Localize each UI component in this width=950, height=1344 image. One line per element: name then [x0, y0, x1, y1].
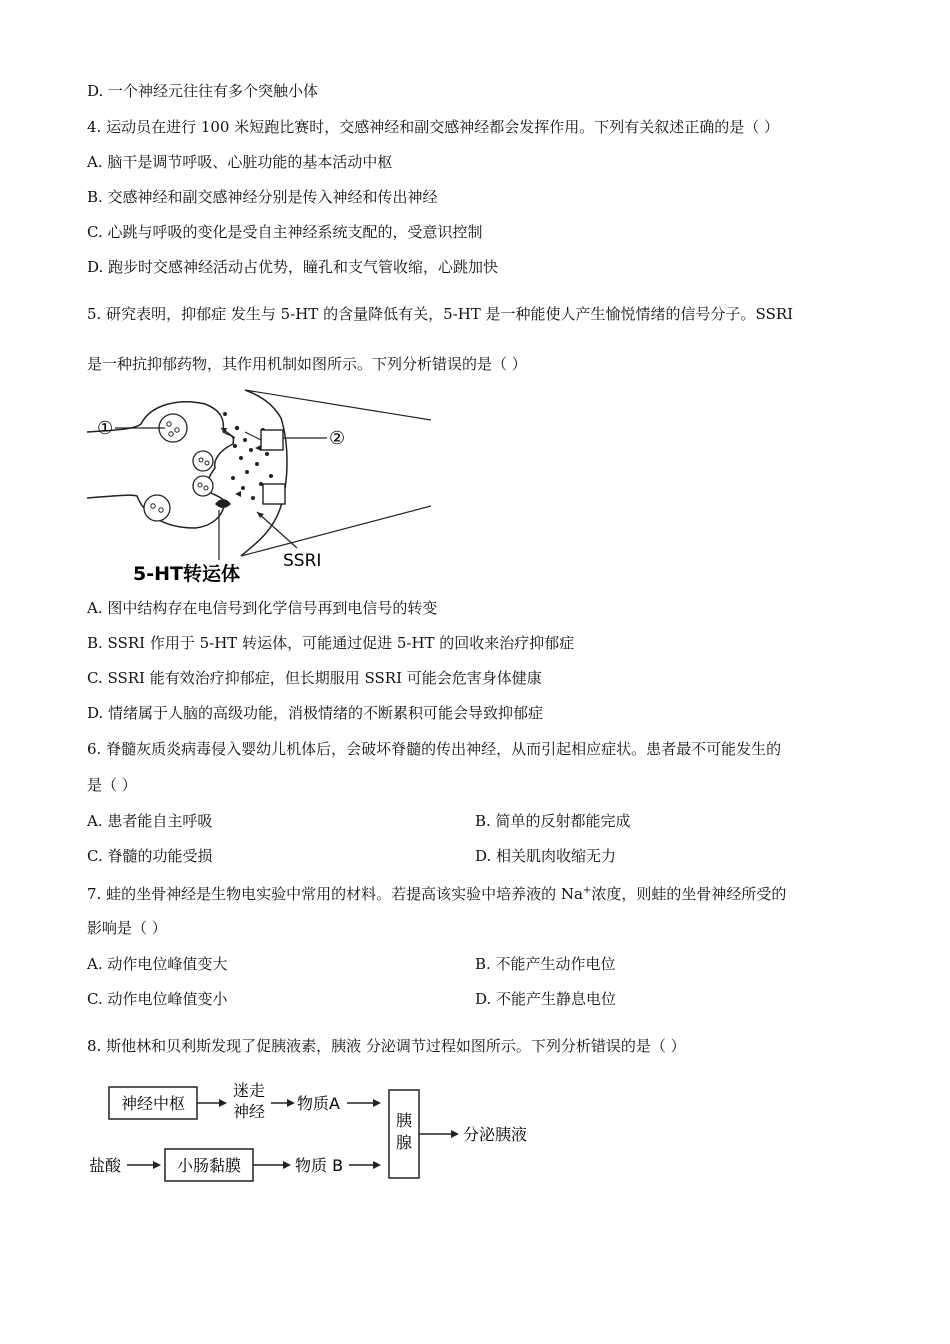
q6-option-b: B. 简单的反射都能完成 — [475, 812, 631, 830]
q7-stem-part1: 7. 蛙的坐骨神经是生物电实验中常用的材料。若提高该实验中培养液的 Na — [87, 885, 583, 903]
q7-stem-part2: 浓度，则蛙的坐骨神经所受的 — [591, 885, 787, 903]
q4-stem: 4. 运动员在进行 100 米短跑比赛时，交感神经和副交感神经都会发挥作用。下列有关叙述正确的是（ ） — [87, 118, 780, 136]
nerve-center-label: 神经中枢 — [120, 1094, 186, 1113]
q7-stem-line2: 影响是（ ） — [87, 919, 167, 937]
q7-stem-line1 — [87, 881, 786, 904]
q8-stem: 8. 斯他林和贝利斯发现了促胰液素，胰液 分泌调节过程如图所示。下列分析错误的是（ ） — [87, 1037, 686, 1055]
q4-option-d: D. 跑步时交感神经活动占优势，瞳孔和支气管收缩，心跳加快 — [87, 258, 499, 276]
q6-stem-line2: 是（ ） — [87, 776, 137, 794]
q5-stem-line1: 5. 研究表明，抑郁症 发生与 5-HT 的含量降低有关，5-HT 是一种能使人产生愉悦情绪的信号分子。SSRI — [87, 305, 794, 323]
q5-option-c: C. SSRI 能有效治疗抑郁症，但长期服用 SSRI 可能会危害身体健康 — [87, 669, 542, 687]
secrete-label: 分泌胰液 — [463, 1125, 528, 1144]
q7-option-d: D. 不能产生静息电位 — [475, 990, 617, 1008]
q5-option-b: B. SSRI 作用于 5-HT 转运体，可能通过促进 5-HT 的回收来治疗抑郁症 — [87, 634, 575, 652]
pancreas-label-2: 腺 — [395, 1133, 413, 1152]
q6-option-d: D. 相关肌肉收缩无力 — [475, 847, 617, 865]
sodium-charge: + — [582, 885, 592, 896]
q5-stem-line2: 是一种抗抑郁药物，其作用机制如图所示。下列分析错误的是（ ） — [87, 355, 527, 373]
substance-a-label: 物质A — [297, 1094, 340, 1113]
q4-option-c: C. 心跳与呼吸的变化是受自主神经系统支配的，受意识控制 — [87, 223, 483, 241]
pancreas-flow-diagram — [85, 1078, 535, 1188]
acid-label: 盐酸 — [89, 1156, 122, 1175]
ssri-label: SSRI — [283, 551, 322, 571]
receptor — [261, 430, 283, 450]
vesicle — [193, 476, 213, 496]
vagus-label-1: 迷走 — [232, 1081, 266, 1100]
q7-option-b: B. 不能产生动作电位 — [475, 955, 616, 973]
pancreas-label-1: 胰 — [395, 1111, 413, 1130]
mucosa-label: 小肠黏膜 — [176, 1156, 242, 1175]
receptor — [263, 484, 285, 504]
transporter-label: 5-HT转运体 — [133, 563, 240, 584]
synapse-diagram — [85, 384, 435, 584]
q4-option-b: B. 交感神经和副交感神经分别是传入神经和传出神经 — [87, 188, 438, 206]
q7-option-c: C. 动作电位峰值变小 — [87, 990, 228, 1008]
label-2: ② — [329, 428, 346, 449]
q6-option-c: C. 脊髓的功能受损 — [87, 847, 213, 865]
q5-option-a: A. 图中结构存在电信号到化学信号再到电信号的转变 — [87, 599, 438, 617]
q3-option-d: D. 一个神经元往往有多个突触小体 — [87, 82, 319, 100]
q5-option-d: D. 情绪属于人脑的高级功能，消极情绪的不断累积可能会导致抑郁症 — [87, 704, 544, 722]
q6-option-a: A. 患者能自主呼吸 — [87, 812, 213, 830]
transporter — [215, 499, 231, 508]
q7-option-a: A. 动作电位峰值变大 — [87, 955, 228, 973]
substance-b-label: 物质 B — [295, 1156, 344, 1175]
q4-option-a: A. 脑干是调节呼吸、心脏功能的基本活动中枢 — [87, 153, 393, 171]
vesicle — [144, 495, 170, 521]
vagus-label-2: 神经 — [232, 1102, 266, 1121]
label-1: ① — [97, 418, 114, 439]
q6-stem-line1: 6. 脊髓灰质炎病毒侵入婴幼儿机体后，会破坏脊髓的传出神经，从而引起相应症状。患者最不可能发生的 — [87, 740, 782, 758]
